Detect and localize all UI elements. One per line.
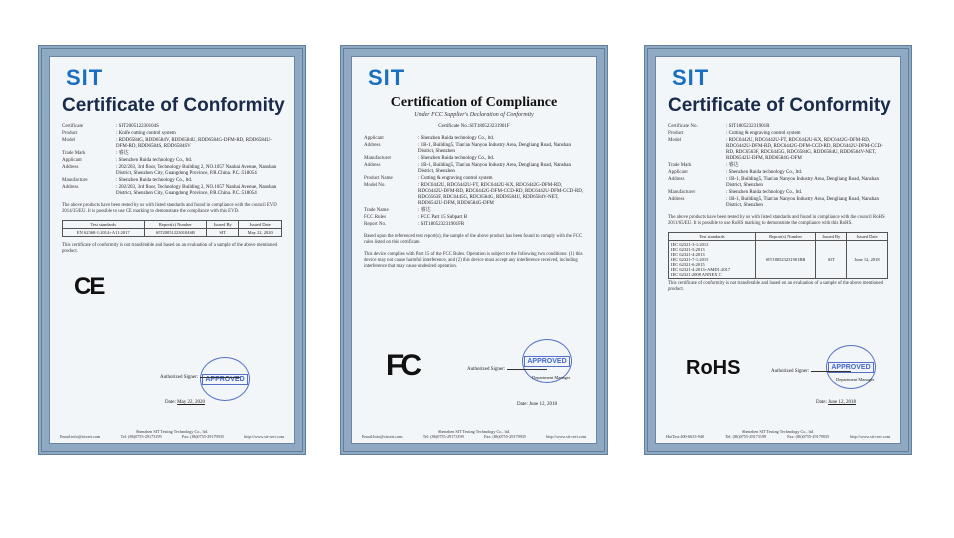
- certificate-fields: [668, 124, 888, 209]
- field-label: Product: [62, 131, 78, 136]
- approved-stamp: APPROVED: [200, 357, 250, 401]
- certificate-paper: [49, 56, 295, 444]
- table-cell: EN 62368-1:2014+A11:2017: [63, 229, 145, 237]
- sit-logo: SIT: [368, 65, 406, 90]
- field-value: : Cutting & engraving control system: [726, 131, 801, 136]
- field-value: : Shenzhen Ruida technology Co., ltd.: [418, 136, 495, 141]
- issued-by-cell: SIT: [816, 241, 847, 279]
- field-label: Address: [62, 185, 79, 190]
- signer-title: Department Manager: [836, 377, 875, 382]
- authorized-signer: Authorized Signer:: [771, 369, 851, 374]
- certificate-number: Certificate No.:SIT180523231901F: [438, 124, 510, 129]
- field-label: Trade Name: [364, 208, 389, 213]
- field-value: : SIT200512230104S: [116, 124, 159, 129]
- transfer-statement: This certificate of conformity is not transferable and based on an evaluation of a sample of the above mentioned product.: [62, 243, 277, 254]
- certificate-footer: Shenzhen SIT Testing Technology Co., ltd. Email:info@sitcert.com Tel: (86)0755-29173199 Fax: (86)0755-29179935 http://www.sit-cert.com: [60, 429, 284, 439]
- field-label: Product: [668, 131, 684, 136]
- field-value: : 1B-1, Building5, Tian'an Nanyou Industry Area, Dengliang Road, Nanshan District, Shenzhen: [418, 163, 571, 174]
- table-header: Issued By: [816, 233, 847, 241]
- approved-stamp: APPROVED: [522, 339, 572, 383]
- approved-stamp: APPROVED: [826, 345, 876, 389]
- compliance-statement: The above products have been tested by us with listed standards and found in compliance with the council EVD 2014/35/EU. It is possible to use CE marking to demonstrate the compliance with this EVD.: [62, 203, 277, 214]
- signer-title: Department Manager: [532, 375, 571, 380]
- authorized-signer: Authorized Signer:: [467, 367, 547, 372]
- field-value: : 睿达: [116, 151, 129, 156]
- compliance-statement: Based upon the referenced test report(s), the sample of the above product has been found to comply with the FCC rules listed on this certificate.: [364, 234, 583, 245]
- table-header: Issued By: [207, 221, 239, 229]
- transfer-statement: This certificate of conformity is not transferable and based on an evaluation of a sample of the above mentioned product.: [668, 281, 883, 292]
- sit-logo: SIT: [66, 65, 104, 90]
- field-label: Certificate No.: [668, 124, 698, 129]
- ce-mark: CE: [74, 273, 104, 300]
- field-label: Manufacturer: [668, 190, 696, 195]
- certificate-fcc: [340, 45, 608, 455]
- field-label: Applicant: [62, 158, 82, 163]
- field-label: Address: [668, 197, 685, 202]
- table-cell: May 22, 2020: [239, 229, 282, 237]
- certificate-fields: [364, 136, 584, 228]
- field-label: FCC Rules: [364, 215, 387, 220]
- field-label: Report No.: [364, 222, 387, 227]
- fcc-statement: This device complies with Part 15 of the FCC Rules. Operation is subject to the following two conditions: (1) this device may not cause harmful interference, and (2) this device must accept any interference received, including interference that may cause undesired operation.: [364, 252, 583, 269]
- field-value: : Shenzhen Ruida technology Co., ltd.: [726, 190, 803, 195]
- table-header: Report(s) Number: [144, 221, 207, 229]
- standards-table: [668, 232, 888, 279]
- certificate-paper: [655, 56, 901, 444]
- table-header: Report(s) Number: [755, 233, 816, 241]
- compliance-statement: The above products have been tested by us with listed standards and found in compliance with the council RoHS 2011/65/EU. It is possible to use RoHS marking to demonstrate the compliance with this RoHS.: [668, 215, 885, 226]
- fcc-mark: FC: [386, 349, 418, 382]
- table-cell: SIT: [207, 229, 239, 237]
- field-value: : FCC Part 15 Subpart B: [418, 215, 468, 220]
- field-value: : Shenzhen Ruida technology Co., ltd.: [726, 170, 803, 175]
- certificate-title: Certificate of Conformity: [668, 95, 891, 116]
- authorized-signer: Authorized Signer:: [160, 375, 240, 380]
- field-label: Address: [62, 165, 79, 170]
- field-value: : 睿达: [418, 208, 431, 213]
- field-label: Address: [364, 143, 381, 148]
- field-label: Address: [668, 177, 685, 182]
- field-value: : 202/203, 3rd floor, Technology Building 2, NO.1057 Nanhai Avenue, Nanshan District, Shenzhen City, Guangdong Province, P.R.China. P.C.:518054: [116, 165, 277, 176]
- field-label: Certificate: [62, 124, 84, 129]
- test-standards-cell: IEC 62321-3-1:2013 IEC 62321-5:2013 IEC 62321-4:2013 IEC 62321-7-1:2015 IEC 62321-6:2015 IEC 62321-4:2013+AMD1:2017 IEC 62321:2008 ANNEX C: [669, 241, 756, 279]
- field-value: : 睿达: [726, 163, 739, 168]
- table-header: Test standards: [63, 221, 145, 229]
- certificate-ce: [38, 45, 306, 455]
- field-value: : SIT180523231901R: [726, 124, 770, 129]
- field-label: Applicant: [364, 136, 384, 141]
- date-row: Date: June 12, 2018: [816, 400, 856, 405]
- certificate-fields: [62, 124, 282, 197]
- field-label: Manufacturer: [364, 156, 392, 161]
- date-row: Date: May 22, 2020: [165, 400, 205, 405]
- table-header: Test standards: [669, 233, 756, 241]
- field-value: : SIT180523231901FR: [418, 222, 465, 227]
- field-label: Trade Mark: [668, 163, 692, 168]
- table-header: Issued Date: [239, 221, 282, 229]
- report-number-cell: SIT180523231901RR: [755, 241, 816, 279]
- date-row: Date: June 12, 2018: [517, 402, 557, 407]
- field-value: : 1B-1, Building5, Tian'an Nanyou Industry Area, Dengliang Road, Nanshan District, Shenzhen: [726, 177, 879, 188]
- field-value: : Cutting & engraving control system: [418, 176, 493, 181]
- field-value: : RDC6442U, RDC6442U-FT, RDC6442U-KX, RDC6442G-DFM-RD, RDC6442U-DFM-RD, RDC6442G-DFM-CCD-RD, RDC6442U-DFM-CCD-RD, RDC6563F, RDC6445G, RDC6584G, RDD6584U, RDD6584V-NET, RDD6542U-DFM, RDD6584G-DFM: [418, 183, 584, 206]
- field-label: Trade Mark: [62, 151, 86, 156]
- field-value: : RDC6442U, RDC6442U-FT, RDC6442U-KX, RDC6442G-DFM-RD, RDC6442U-DFM-RD, RDC6442G-DFM-CCD-RD, RDC6442U-DFM-CCD-RD, RDC6563F, RDC6445G, RDC6584G, RDD6584U, RDD6584V-NET, RDD6542U-DFM, RDD6584G-DFM: [726, 138, 883, 161]
- field-label: Applicant: [668, 170, 688, 175]
- field-label: Address: [364, 163, 381, 168]
- issued-date-cell: June 12, 2018: [847, 241, 888, 279]
- certificate-footer: Shenzhen SIT Testing Technology Co., ltd. Email:Info@sitcert.com Tel: (86)0755-29173199 Fax: (86)0755-29179935 http://www.sit-cert.com: [362, 429, 586, 439]
- standards-table: [62, 220, 282, 237]
- certificate-subtitle: Under FCC Supplier's Declaration of Conformity: [414, 112, 534, 118]
- certificate-paper: [351, 56, 597, 444]
- field-label: Model No.: [364, 183, 386, 188]
- field-value: : 1B-1, Building5, Tian'an Nanyou Industry Area, Dengliang Road, Nanshan District, Shenzhen: [418, 143, 571, 154]
- table-cell: SIT200512230104SR: [144, 229, 207, 237]
- field-label: Model: [62, 138, 76, 143]
- field-value: : Shenzhen Ruida technology Co., ltd.: [116, 158, 193, 163]
- field-label: Model: [668, 138, 682, 143]
- field-value: : 1B-1, Building5, Tian'an Nanyou Industry Area, Dengliang Road, Nanshan District, Shenzhen: [726, 197, 879, 208]
- certificate-footer: Shenzhen SIT Testing Technology Co., ltd. HotTest:400-6633-940 Tel: (86)0755-29173199 Fax: (86)0755-29179935 http://www.sit-cert.com: [666, 429, 890, 439]
- certificate-title: Certificate of Conformity: [62, 95, 285, 116]
- rohs-mark: RoHS: [686, 357, 741, 379]
- certificate-rohs: [644, 45, 912, 455]
- field-label: Product Name: [364, 176, 393, 181]
- field-value: : Knife cutting control system: [116, 131, 176, 136]
- table-header: Issued Date: [847, 233, 888, 241]
- field-value: : Shenzhen Ruida technology Co., ltd.: [116, 178, 193, 183]
- field-label: Manufacture: [62, 178, 88, 183]
- sit-logo: SIT: [672, 65, 710, 90]
- certificate-title: Certification of Compliance: [390, 95, 558, 110]
- field-value: : RDD6584G, RDD6584V, RDD6584U, RDD6584G-DFM-RD, RDD6584U-DFM-RD, RDD6584S, RDD6584SV: [116, 138, 272, 149]
- field-value: : Shenzhen Ruida technology Co., ltd.: [418, 156, 495, 161]
- field-value: : 202/203, 3rd floor, Technology Building 2, NO.1057 Nanhai Avenue, Nanshan District, Shenzhen City, Guangdong Province, P.R.China. P.C.:518054: [116, 185, 277, 196]
